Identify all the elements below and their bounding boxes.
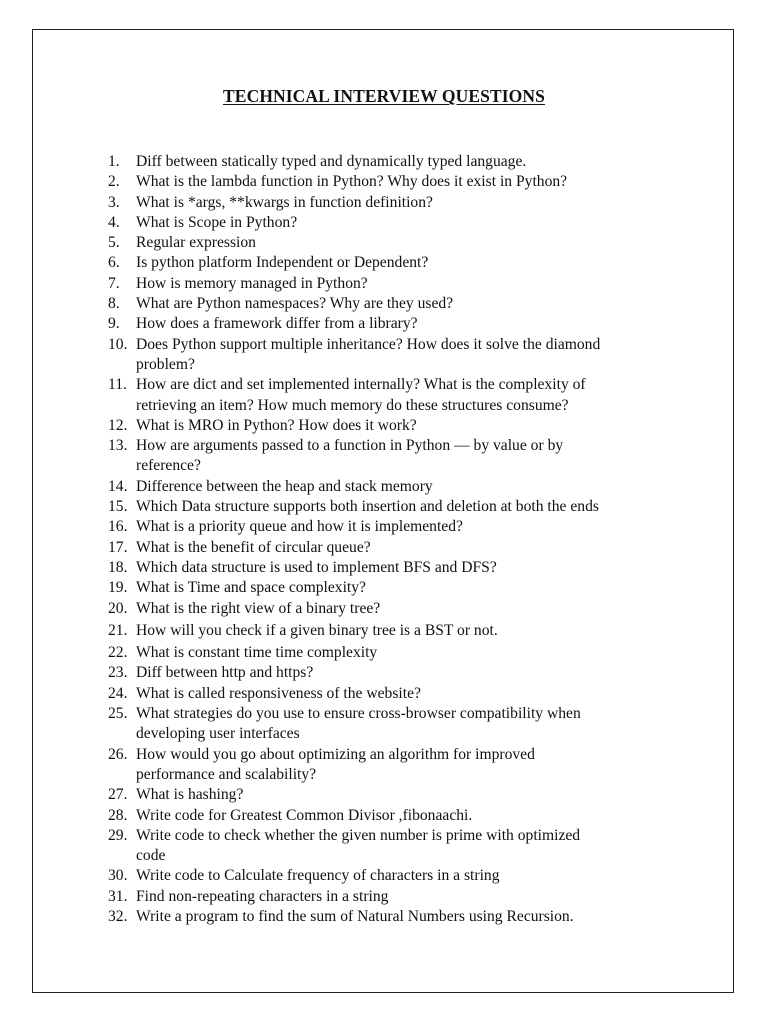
question-text: Regular expression [136,234,256,252]
question-item [108,684,708,704]
question-text: How will you check if a given binary tree is a BST or not. [136,621,498,639]
question-number: 14. [108,477,128,495]
question-text: What is Scope in Python? [136,213,298,231]
question-item [108,375,708,416]
question-item [108,152,708,172]
question-item [108,294,708,314]
question-text: Diff between statically typed and dynamically typed language. [136,153,527,170]
question-text: performance and scalability? [136,765,317,783]
question-number: 8. [108,295,120,313]
question-text: How would you go about optimizing an algorithm for improved [136,745,535,763]
question-item [108,578,708,598]
question-number: 29. [108,826,128,844]
question-item [108,621,708,641]
question-item [108,172,708,192]
question-number: 23. [108,664,128,682]
question-number: 1. [108,153,120,170]
question-text: Find non-repeating characters in a string [136,887,389,905]
question-item [108,253,708,273]
question-item [108,436,708,477]
question-item [108,704,708,745]
question-number: 16. [108,518,128,536]
question-text: problem? [136,355,195,373]
question-number: 17. [108,538,128,556]
question-item [108,887,708,907]
question-text: What is a priority queue and how it is implemented? [136,518,463,536]
question-text: Does Python support multiple inheritance? How does it solve the diamond [136,335,601,353]
question-item [108,416,708,436]
question-text: code [136,847,166,865]
question-item [108,806,708,826]
question-number: 28. [108,806,128,824]
question-text: How are arguments passed to a function in Python — by value or by [136,437,564,455]
question-number: 20. [108,599,128,617]
question-item [108,193,708,213]
question-text: Diff between http and https? [136,664,314,682]
question-list [108,152,708,927]
question-item [108,745,708,786]
question-item [108,558,708,578]
question-number: 3. [108,193,120,211]
question-text: What are Python namespaces? Why are they used? [136,295,454,313]
question-number: 11. [108,376,127,394]
question-number: 24. [108,684,128,702]
question-text: Write a program to find the sum of Natural Numbers using Recursion. [136,907,574,925]
question-number: 15. [108,498,128,516]
question-item [108,497,708,517]
question-text: How are dict and set implemented internally? What is the complexity of [136,376,586,394]
question-text: retrieving an item? How much memory do these structures consume? [136,396,569,414]
question-text: What is the lambda function in Python? Why does it exist in Python? [136,173,568,191]
question-text: What strategies do you use to ensure cross-browser compatibility when [136,705,581,723]
question-number: 19. [108,579,128,597]
question-number: 6. [108,254,120,272]
question-number: 12. [108,416,128,434]
question-item [108,599,708,619]
question-text: What is *args, **kwargs in function definition? [136,193,433,211]
question-item [108,907,708,927]
question-text: Write code for Greatest Common Divisor ,fibonaachi. [136,806,473,824]
page-title: TECHNICAL INTERVIEW QUESTIONS [223,86,545,106]
question-number: 26. [108,745,128,763]
question-item [108,314,708,334]
question-text: What is hashing? [136,786,244,804]
question-item [108,643,708,663]
question-number: 18. [108,558,128,576]
question-text: What is called responsiveness of the website? [136,684,421,702]
question-number: 22. [108,644,128,662]
question-number: 2. [108,173,120,191]
question-item [108,335,708,376]
question-text: What is constant time time complexity [136,644,378,662]
question-item [108,663,708,683]
question-number: 27. [108,786,128,804]
question-item [108,785,708,805]
question-item [108,477,708,497]
question-item [108,517,708,537]
question-number: 31. [108,887,128,905]
question-number: 25. [108,705,128,723]
question-number: 9. [108,315,120,333]
question-item [108,538,708,558]
question-number: 30. [108,867,128,885]
question-text: What is the benefit of circular queue? [136,538,371,556]
question-text: How does a framework differ from a library? [136,315,418,333]
question-text: Which data structure is used to implement BFS and DFS? [136,558,497,576]
question-number: 32. [108,907,128,925]
question-number: 10. [108,335,128,353]
question-text: Write code to Calculate frequency of characters in a string [136,867,500,885]
question-text: reference? [136,457,201,475]
question-item [108,826,708,867]
question-text: What is Time and space complexity? [136,579,366,597]
question-item [108,274,708,294]
question-item [108,233,708,253]
question-number: 4. [108,213,120,231]
question-text: How is memory managed in Python? [136,274,368,292]
question-text: What is MRO in Python? How does it work? [136,416,417,434]
question-text: Write code to check whether the given number is prime with optimized [136,826,581,844]
question-text: What is the right view of a binary tree? [136,599,381,617]
question-item [108,213,708,233]
question-number: 21. [108,621,128,639]
question-item [108,866,708,886]
question-text: Which Data structure supports both insertion and deletion at both the ends [136,498,599,516]
question-text: Is python platform Independent or Dependent? [136,254,429,272]
question-number: 7. [108,274,120,292]
question-number: 13. [108,437,128,455]
question-number: 5. [108,234,120,252]
question-text: Difference between the heap and stack memory [136,477,433,495]
question-text: developing user interfaces [136,725,300,743]
